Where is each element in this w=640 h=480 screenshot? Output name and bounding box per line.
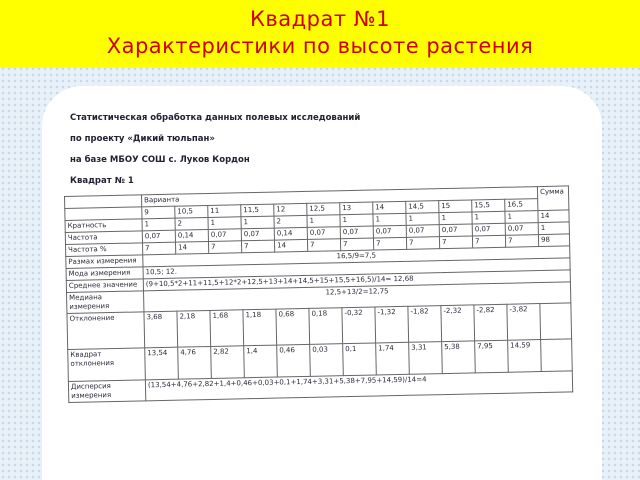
- cell-dev: -2,82: [474, 304, 508, 341]
- cell-rel-total: 1: [538, 222, 569, 235]
- cell-pct: 14: [175, 241, 208, 254]
- cell-pct: 7: [406, 237, 439, 250]
- cell-dev: -1,82: [408, 306, 442, 343]
- cell-total-header: Сумма: [537, 186, 568, 211]
- cell-freq: 1: [241, 216, 274, 229]
- cell-sq: 1,4: [244, 345, 278, 378]
- cell-rel: 0,07: [307, 227, 340, 240]
- cell-freq: 1: [142, 218, 175, 231]
- cell-variant: 13: [340, 202, 373, 215]
- cell-dev: -3,82: [507, 304, 541, 341]
- cell-rel: 0,07: [505, 223, 538, 236]
- cell-rel: 0,07: [208, 229, 241, 242]
- cell-dev: 1,18: [243, 309, 277, 346]
- cell-median-value: 12,5+13/2=12,75: [144, 282, 571, 312]
- cell-freq: 1: [505, 211, 538, 224]
- cell-rel: 0,07: [373, 225, 406, 238]
- cell-pct: 7: [208, 241, 241, 254]
- cell-sq: 1,74: [376, 342, 410, 375]
- doc-line-3: на базе МБОУ СОШ с. Луков Кордон: [70, 155, 250, 165]
- cell-pct: 7: [340, 238, 373, 251]
- cell-dev: 3,68: [144, 311, 178, 348]
- cell-rel: 0,07: [142, 230, 175, 243]
- cell-pct: 7: [307, 239, 340, 252]
- cell-disp-value: (13,54+4,76+2,82+1,4+0,46+0,03+0,1+1,74+3,31+5,38+7,95+14,59)/14=4: [145, 371, 572, 401]
- slide-title: Квадрат №1: [250, 7, 390, 31]
- cell-dev: 2,18: [177, 310, 211, 347]
- cell-sq: 14,59: [508, 340, 542, 373]
- slide-banner: [0, 0, 640, 68]
- cell-pct: 7: [505, 235, 538, 248]
- cell-pct: 14: [274, 239, 307, 252]
- cell-range-label: Размах измерения: [66, 255, 143, 269]
- cell-pct: 7: [472, 235, 505, 248]
- cell-dev: -1,32: [375, 306, 409, 343]
- cell-mean-label: Среднее значение: [66, 279, 143, 293]
- cell-rel: 0,14: [175, 229, 208, 242]
- stats-table: [64, 185, 573, 403]
- cell-freq: 2: [274, 215, 307, 228]
- cell-freq: 1: [307, 215, 340, 228]
- cell-mode-label: Мода измерения: [66, 267, 143, 281]
- cell-pct: 7: [241, 240, 274, 253]
- cell-rel: 0,07: [340, 226, 373, 239]
- cell-sq: 13,54: [145, 347, 179, 380]
- cell-mean-value: (9+10,5*2+11+11,5+12*2+12,5+13+14+14,5+15+15,5+16,5)/14= 12,68: [143, 270, 570, 291]
- cell-freq: 1: [439, 212, 472, 225]
- cell-pct-label: Частота %: [66, 243, 143, 257]
- cell-dev: -2,32: [441, 305, 475, 342]
- cell-variant: 15,5: [472, 199, 505, 212]
- cell-sq: 2,82: [211, 346, 245, 379]
- cell-pct-total: 98: [538, 234, 569, 247]
- cell-sq: 0,03: [310, 344, 344, 377]
- cell-pct: 7: [439, 236, 472, 249]
- cell-pct: 7: [373, 237, 406, 250]
- slide-subtitle: Характеристики по высоте растения: [106, 34, 534, 58]
- cell-rel-label: Частота: [65, 231, 142, 245]
- cell-dev: 0,18: [309, 308, 343, 345]
- cell-sq-label: Квадрат отклонения: [68, 348, 146, 382]
- cell-dev: 1,68: [210, 310, 244, 347]
- cell-freq: 1: [208, 217, 241, 230]
- cell-rel: 0,07: [472, 223, 505, 236]
- cell-pct: 7: [142, 242, 175, 255]
- cell-dev-label: Отклонение: [67, 312, 145, 350]
- cell-sq: 5,38: [442, 341, 476, 374]
- cell-freq-total: 14: [538, 210, 569, 223]
- cell-sq: 0,46: [277, 344, 311, 377]
- document-photo: [42, 86, 602, 480]
- stats-table-wrap: [64, 185, 580, 480]
- cell-variant: 15: [439, 200, 472, 213]
- cell-range-value: 16,5/9=7,5: [143, 246, 570, 267]
- cell-dev: -0,32: [342, 307, 376, 344]
- cell-variant: 12: [274, 203, 307, 216]
- cell-disp-label: Дисперсия измерения: [68, 380, 145, 403]
- cell-freq: 1: [340, 214, 373, 227]
- cell-variant-header: Варианта: [141, 187, 537, 207]
- cell-rel: 0,07: [406, 225, 439, 238]
- cell-variant: 9: [142, 206, 175, 219]
- cell-freq: 1: [373, 213, 406, 226]
- cell-variant: 14: [373, 201, 406, 214]
- cell-sq: 7,95: [475, 340, 509, 373]
- cell-freq: 1: [472, 211, 505, 224]
- cell-variant: 14,5: [406, 201, 439, 214]
- document-header: [70, 108, 550, 192]
- cell-freq: 2: [175, 217, 208, 230]
- cell-dev-total: [540, 303, 572, 340]
- doc-line-1: Статистическая обработка данных полевых исследований: [70, 113, 361, 123]
- cell-variant: 10,5: [175, 205, 208, 218]
- doc-line-4: Квадрат № 1: [70, 176, 134, 186]
- cell-freq-label: Кратность: [65, 219, 142, 233]
- cell-rel: 0,14: [274, 227, 307, 240]
- cell-variant: 12,5: [307, 203, 340, 216]
- cell-dev: 0,68: [276, 308, 310, 345]
- cell-variant: 16,5: [505, 199, 538, 212]
- cell-sq: 0,1: [343, 343, 377, 376]
- cell-sq: 4,76: [178, 346, 212, 379]
- cell-variant: 11: [208, 205, 241, 218]
- cell-mode-value: 10,5; 12.: [143, 258, 570, 279]
- cell-rel: 0,07: [439, 224, 472, 237]
- cell-rel: 0,07: [241, 228, 274, 241]
- cell-median-label: Медиана измерения: [67, 291, 144, 314]
- cell-sq-total: [541, 339, 573, 372]
- cell-sq: 3,31: [409, 342, 443, 375]
- doc-line-2: по проекту «Дикий тюльпан»: [70, 134, 215, 144]
- cell-freq: 1: [406, 213, 439, 226]
- cell-variant: 11,5: [241, 204, 274, 217]
